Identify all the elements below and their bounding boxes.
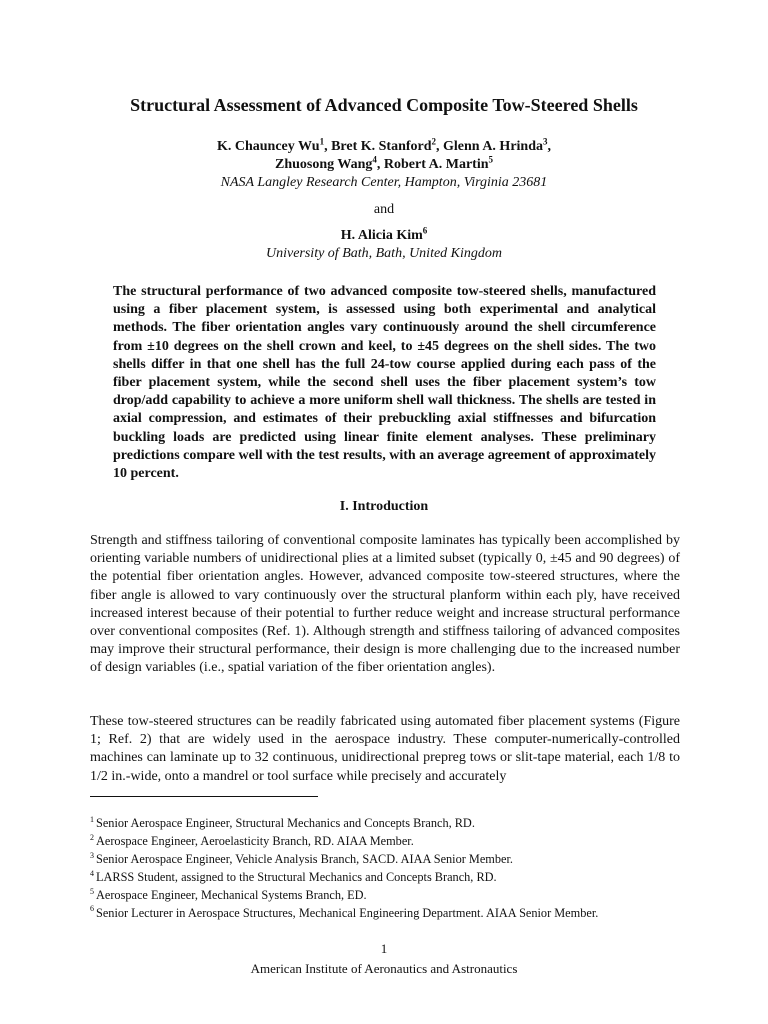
footnote-mark: 6 bbox=[90, 904, 94, 914]
authors-line-3 bbox=[0, 227, 768, 245]
footnote bbox=[90, 815, 690, 833]
affiliation-nasa: NASA Langley Research Center, Hampton, Virginia 23681 bbox=[220, 175, 548, 190]
footnote bbox=[90, 833, 690, 851]
author-footnote-mark: 6 bbox=[422, 225, 428, 236]
footnote bbox=[90, 905, 690, 923]
intro-paragraph-1: Strength and stiffness tailoring of conventional composite laminates has typically been accomplished by orienting variable numbers of unidirectional plies at a limited subset (typically 0, ±45 and 90 degrees) of the potential fiber orientation angles. However, advanced composite tow-steered structures, where the fiber angle is allowed to vary continuously over the structural planform within each ply, have received increased interest because of their potential to further reduce weight and increase structural performance over conventional composites (Ref. 1). Although strength and stiffness tailoring of advanced composites may improve their structural performance, their design is more challenging due to the increased number of design variables (i.e., spatial variation of the fiber orientation angles). bbox=[90, 533, 680, 676]
footnote-text: Aerospace Engineer, Aeroelasticity Branch, RD. AIAA Member. bbox=[96, 833, 414, 848]
footnote bbox=[90, 887, 690, 905]
abstract: The structural performance of two advanced composite tow-steered shells, manufactured using a fiber placement system, is assessed using both experimental and analytical methods. The fiber orientation angles vary continuously around the shell circumference from ±10 degrees on the shell crown and keel, to ±45 degrees on the shell sides. The two shells differ in that one shell has the full 24-tow course applied during each pass of the fiber placement system, while the second shell uses the fiber placement system’s tow drop/add capability to achieve a more uniform shell wall thickness. The shells are tested in axial compression, and estimates of their prebuckling axial stiffnesses and bifurcation buckling loads are predicted using linear finite element analyses. These preliminary predictions compare well with the test results, with an average agreement of approximately 10 percent. bbox=[113, 284, 656, 482]
footnote bbox=[90, 869, 690, 887]
section-heading-introduction: I. Introduction bbox=[339, 499, 429, 514]
footnote-text: Senior Aerospace Engineer, Vehicle Analysis Branch, SACD. AIAA Senior Member. bbox=[96, 851, 513, 866]
author-name: H. Alicia Kim bbox=[340, 228, 423, 243]
authors-line-2 bbox=[0, 156, 768, 174]
author-name: Zhuosong Wang bbox=[275, 157, 373, 172]
footnote-text: LARSS Student, assigned to the Structural Mechanics and Concepts Branch, RD. bbox=[96, 869, 497, 884]
footnotes-list bbox=[90, 815, 690, 922]
intro-paragraph-2: These tow-steered structures can be readily fabricated using automated fiber placement systems (Figure 1; Ref. 2) that are widely used in the aerospace industry. These computer-numerically-controlled machines can laminate up to 32 continuous, unidirectional prepreg tows or slit-tape material, each 1/8 to 1/2 in.-wide, onto a mandrel or tool surface while precisely and accurately bbox=[90, 714, 680, 784]
footnote-mark: 1 bbox=[90, 814, 94, 824]
author-name: Bret K. Stanford bbox=[331, 139, 432, 154]
page-footer: American Institute of Aeronautics and Astronautics bbox=[250, 961, 518, 976]
footnote-mark: 2 bbox=[90, 832, 94, 842]
footnote-mark: 4 bbox=[90, 868, 94, 878]
author-name: Glenn A. Hrinda bbox=[443, 139, 543, 154]
paper-title: Structural Assessment of Advanced Composite Tow-Steered Shells bbox=[130, 95, 638, 115]
footnote-text: Senior Aerospace Engineer, Structural Mechanics and Concepts Branch, RD. bbox=[96, 816, 475, 830]
and-separator: and bbox=[373, 202, 395, 217]
author-separator: , bbox=[376, 157, 384, 172]
author-footnote-mark: 3 bbox=[543, 136, 548, 147]
author-footnote-mark: 5 bbox=[488, 154, 493, 165]
footnote bbox=[90, 851, 690, 869]
footnote-divider bbox=[90, 796, 318, 797]
page-number: 1 bbox=[380, 941, 388, 956]
author-footnote-mark: 2 bbox=[431, 136, 437, 147]
author-separator: , bbox=[436, 139, 444, 154]
author-separator: , bbox=[547, 139, 551, 154]
author-name: Robert A. Martin bbox=[383, 157, 489, 172]
author-footnote-mark: 4 bbox=[372, 154, 377, 165]
footnote-text: Aerospace Engineer, Mechanical Systems Branch, ED. bbox=[96, 887, 367, 902]
author-name: K. Chauncey Wu bbox=[216, 139, 320, 154]
footnote-mark: 5 bbox=[90, 886, 94, 896]
author-footnote-mark: 1 bbox=[319, 136, 325, 147]
footnote-text: Senior Lecturer in Aerospace Structures, Mechanical Engineering Department. AIAA Senior Member. bbox=[96, 905, 599, 920]
footnote-mark: 3 bbox=[90, 850, 94, 860]
affiliation-bath: University of Bath, Bath, United Kingdom bbox=[265, 246, 503, 261]
authors-line-1 bbox=[0, 138, 768, 156]
author-separator: , bbox=[324, 139, 332, 154]
